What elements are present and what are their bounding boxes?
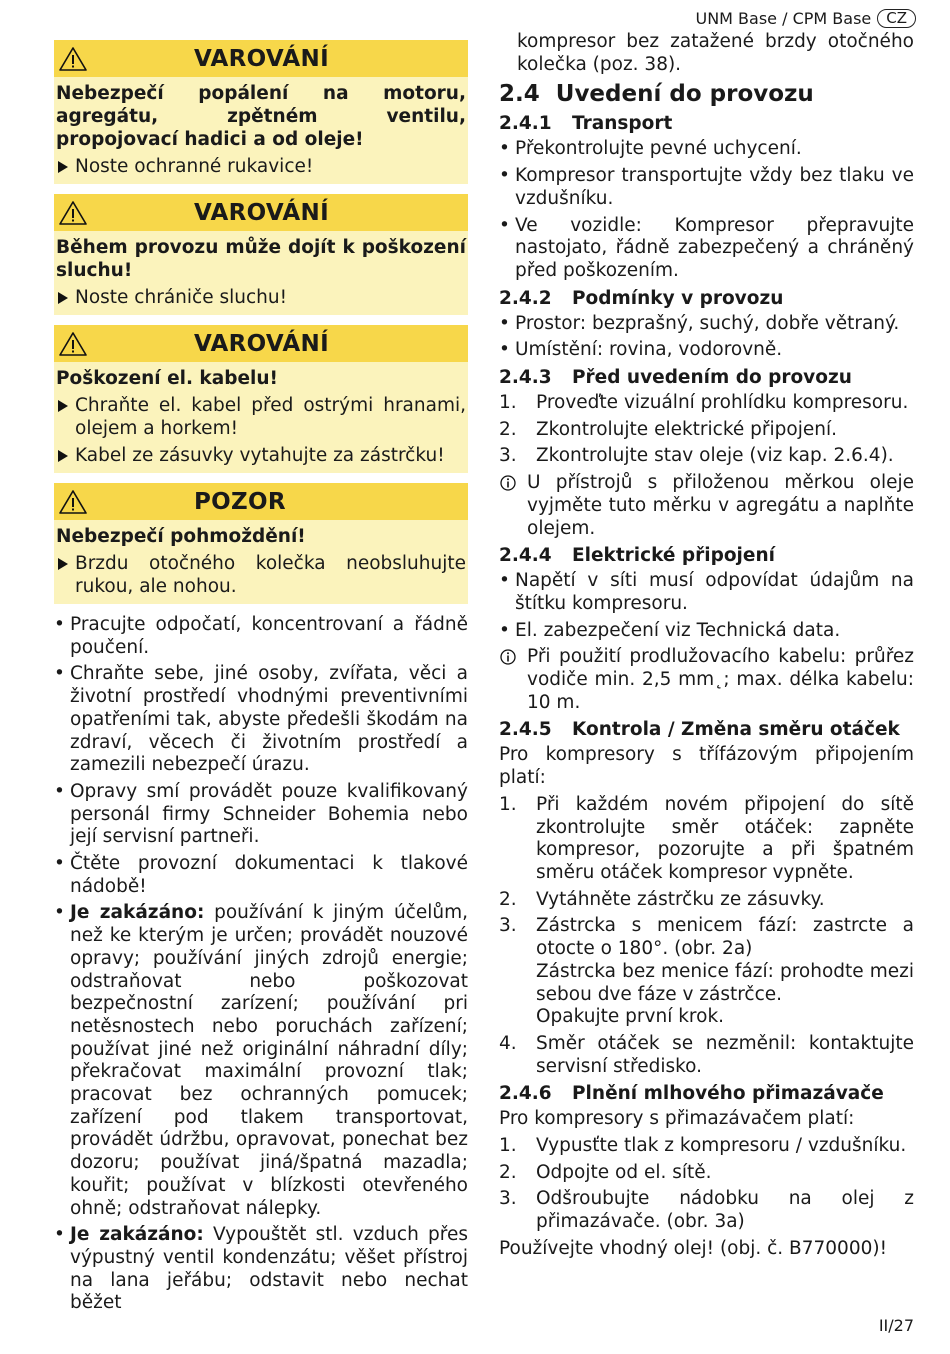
- step-item: [499, 1033, 914, 1078]
- step-number: 1.: [499, 392, 517, 414]
- subsection-heading-244: [499, 544, 914, 567]
- step-number: 2.: [499, 418, 517, 440]
- step-text: Zkontrolujte elektrické připojení.: [536, 418, 837, 440]
- warning-header: [54, 325, 468, 362]
- warning-body: [54, 520, 468, 604]
- step-item: [499, 419, 914, 442]
- prestart-steps: [499, 392, 914, 468]
- warning-header: [54, 483, 468, 520]
- subsection-title: Elektrické připojení: [572, 545, 775, 567]
- conditions-bullets: [499, 313, 914, 362]
- warning-text: Poškození el. kabelu!: [56, 368, 278, 389]
- doc-title: UNM Base / CPM Base: [695, 8, 872, 28]
- right-column: [499, 31, 914, 1265]
- bold-lead: Je zakázáno:: [70, 1224, 204, 1246]
- warning-box: [54, 483, 468, 604]
- list-item: • Prostor: bezprašný, suchý, dobře větraný.: [499, 313, 914, 336]
- list-item: • Kompresor transportujte vždy bez tlaku ve vzdušníku.: [499, 165, 914, 210]
- step-item: [499, 1188, 914, 1233]
- subsection-number: 2.4.2: [499, 287, 552, 309]
- subsection-number: 2.4.5: [499, 719, 552, 741]
- info-icon: [500, 649, 516, 665]
- step-number: 3.: [499, 445, 517, 467]
- info-note-243: [499, 472, 914, 540]
- step-item: [499, 1162, 914, 1185]
- subsection-title: Kontrola / Změna směru otáček: [572, 719, 900, 741]
- subsection-title: Podmínky v provozu: [572, 287, 784, 309]
- warning-triangle-icon: [58, 331, 88, 357]
- continuation-text: kompresor bez zatažené brzdy otočného kolečka (poz. 38).: [517, 31, 914, 75]
- list-item: • Umístění: rovina, vodorovně.: [499, 339, 914, 362]
- subsection-number: 2.4.3: [499, 367, 552, 389]
- info-text: Při použití prodlužovacího kabelu: průřez vodiče min. 2,5 mm˛; max. délka kabelu: 10 m.: [527, 646, 914, 713]
- item-text: Vypouštět stl. vzduch přes výpustný ventil kondenzátu; věšet přístroj na lana jeřábu; odstavit nebo nechat běžet: [70, 1224, 468, 1314]
- step-text: Zástrcka s menicem fází: zastrcte a otocte o 180°. (obr. 2a): [536, 915, 914, 960]
- section-title: Uvedení do provozu: [555, 81, 814, 108]
- warning-title: POZOR: [194, 488, 286, 515]
- warning-title: VAROVÁNÍ: [194, 45, 329, 72]
- subsection-heading-242: [499, 287, 914, 310]
- section-heading: [499, 80, 914, 108]
- step-item: [499, 1135, 914, 1158]
- subsection-heading-245: [499, 718, 914, 741]
- warning-title: VAROVÁNÍ: [194, 330, 329, 357]
- warning-body: [54, 77, 468, 184]
- step-item: [499, 915, 914, 1029]
- step-number: 4.: [499, 1032, 517, 1054]
- transport-bullets: [499, 138, 914, 282]
- step-text: Proveďte vizuální prohlídku kompresoru.: [536, 392, 909, 414]
- list-item: • Ve vozidle: Kompresor přepravujte nastojato, řádně zabezpečený a chráněný před poškozením.: [499, 215, 914, 283]
- subsection-heading-243: [499, 366, 914, 389]
- step-text: Odšroubujte nádobku na olej z přimazávače. (obr. 3a): [536, 1188, 914, 1233]
- warning-body: [54, 362, 468, 473]
- warning-box: [54, 40, 468, 184]
- warning-header: [54, 40, 468, 77]
- item-text: používání k jiným účelům, než ke kterým je určen; provádět nouzové opravy; používání jiných zdrojů energie; odstraňovat nebo poškozovat bezpečnostní zarízení; používání pri netěsnostech nebo poruchách zařízení; používat jiné než originální náhradní díly; překračovat maximální provozní tlak; pracovat bez ochranných pomucek; zařízení pod tlakem transportovat, provádět údržbu, opravovat, ponechat bez dozoru; používat jiná/špatná mazadla; kouřit; používat v blízkosti otevřeného ohně; odstraňovat nálepky.: [70, 902, 468, 1219]
- step-text: Opakujte první krok.: [536, 1006, 725, 1028]
- step-text: Vypusťte tlak z kompresoru / vzdušníku.: [536, 1135, 907, 1157]
- step-text: Odpojte od el. sítě.: [536, 1161, 712, 1183]
- warning-instruction: Kabel ze zásuvky vytahujte za zástrčku!: [56, 444, 466, 467]
- warning-box: [54, 325, 468, 473]
- language-badge: CZ: [877, 9, 916, 28]
- step-number: 3.: [499, 915, 517, 937]
- list-item: • Napětí v síti musí odpovídat údajům na štítku kompresoru.: [499, 570, 914, 615]
- rotation-steps: [499, 794, 914, 1078]
- warning-triangle-icon: [58, 489, 88, 515]
- step-number: 1.: [499, 1135, 517, 1157]
- subsection-number: 2.4.6: [499, 1083, 552, 1105]
- list-item: [54, 614, 468, 659]
- lubricator-steps: [499, 1135, 914, 1234]
- warning-header: [54, 194, 468, 231]
- subsection-heading-241: [499, 112, 914, 135]
- subsection-title: Plnění mlhového přimazávače: [572, 1083, 884, 1105]
- warning-boxes: [54, 40, 468, 604]
- warning-text: Během provozu může dojít k poškození sluchu!: [56, 237, 466, 281]
- safety-bullet-list: [54, 614, 468, 1315]
- intro-text: Pro kompresory s přimazávačem platí:: [499, 1108, 855, 1130]
- warning-body: [54, 231, 468, 315]
- warning-text: Nebezpečí pohmoždění!: [56, 526, 306, 547]
- bold-lead: Je zakázáno:: [70, 902, 205, 924]
- step-number: 1.: [499, 793, 517, 815]
- item-text: Opravy smí provádět pouze kvalifikovaný personál firmy Schneider Bohemia nebo její servisní partneři.: [70, 780, 468, 848]
- item-text: Pracujte odpočatí, koncentrovaní a řádně poučení.: [70, 614, 468, 658]
- warning-instruction: Noste chrániče sluchu!: [56, 286, 466, 309]
- warning-text: Nebezpečí popálení na motoru, agregátu, zpětném ventilu, propojovací hadici a od oleje!: [56, 83, 466, 150]
- list-item: [54, 853, 468, 898]
- warning-instruction: Noste ochranné rukavice!: [56, 155, 466, 178]
- step-number: 3.: [499, 1188, 517, 1210]
- step-item: [499, 794, 914, 885]
- intro-text: Pro kompresory s třífázovým připojením platí:: [499, 744, 914, 789]
- step-text: Vytáhněte zástrčku ze zásuvky.: [536, 888, 825, 910]
- page-header: [695, 7, 916, 29]
- warning-box: [54, 194, 468, 315]
- warning-instruction: Chraňte el. kabel před ostrými hranami, olejem a horkem!: [56, 394, 466, 440]
- subsection-title: Před uvedením do provozu: [572, 367, 852, 389]
- subsection-number: 2.4.4: [499, 545, 552, 567]
- step-text: Zástrcka bez menice fází: prohodte mezi sebou dve fáze v zástrčce.: [536, 960, 914, 1005]
- info-icon: [500, 475, 516, 491]
- warning-triangle-icon: [58, 46, 88, 72]
- item-text: Čtěte provozní dokumentaci k tlakové nádobě!: [70, 853, 468, 897]
- subsection-title: Transport: [572, 113, 673, 135]
- list-item: • Překontrolujte pevné uchycení.: [499, 138, 914, 161]
- step-item: [499, 889, 914, 912]
- section-number: 2.4: [499, 81, 540, 108]
- list-item: [54, 902, 468, 1220]
- step-text: Směr otáček se nezměnil: kontaktujte servisní středisko.: [536, 1032, 914, 1077]
- info-note-244: [499, 646, 914, 714]
- list-item: [54, 781, 468, 849]
- item-text: Chraňte sebe, jiné osoby, zvířata, věci a životní prostředí vhodnými preventivními opatřeními tak, abyste předešli škodám na zdraví, věcech či životním prostředí a zamezili nebezpečí úrazu.: [70, 663, 468, 776]
- step-item: [499, 445, 914, 468]
- step-number: 2.: [499, 888, 517, 910]
- left-column: [54, 40, 468, 1319]
- subsection-number: 2.4.1: [499, 113, 552, 135]
- electrical-bullets: [499, 570, 914, 642]
- list-item: • El. zabezpečení viz Technická data.: [499, 620, 914, 643]
- subsection-heading-246: [499, 1082, 914, 1105]
- list-item: [54, 1224, 468, 1315]
- step-text: Zkontrolujte stav oleje (viz kap. 2.6.4).: [536, 445, 894, 467]
- warning-triangle-icon: [58, 200, 88, 226]
- step-text: Při každém novém připojení do sítě zkontrolujte směr otáček: zapněte kompresor, pozorujte a při špatném směru otáček kompresor vypněte.: [536, 793, 914, 883]
- oil-note: Používejte vhodný olej! (obj. č. B770000)!: [499, 1237, 888, 1259]
- list-item: [54, 663, 468, 777]
- page-number: II/27: [878, 1316, 914, 1335]
- info-text: U přístrojů s přiloženou měrkou oleje vyjměte tuto měrku v agregátu a naplňte olejem.: [527, 472, 914, 539]
- warning-title: VAROVÁNÍ: [194, 199, 329, 226]
- warning-instruction: Brzdu otočného kolečka neobsluhujte rukou, ale nohou.: [56, 552, 466, 598]
- step-number: 2.: [499, 1161, 517, 1183]
- step-item: [499, 392, 914, 415]
